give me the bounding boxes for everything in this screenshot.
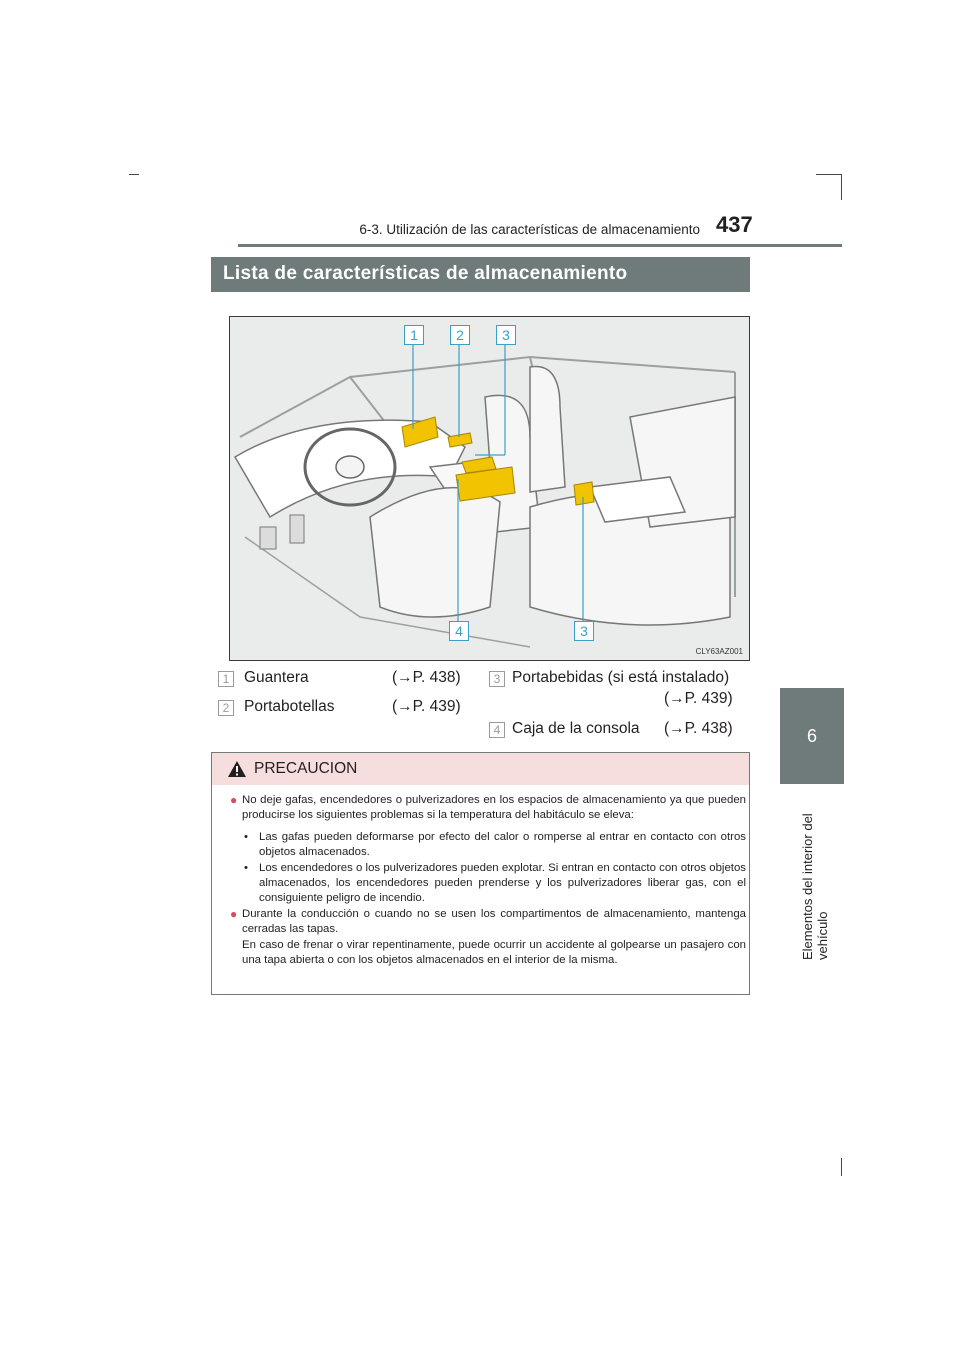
crop-mark [129, 174, 139, 175]
caution-header [212, 753, 749, 785]
caution-subitem: • Los encendedores o los pulverizadores pueden explotar. Si entran en contacto con otros objetos almacenados, los encendedores pueden prenderse y los pulverizadores liberar gas, con el consiguiente peligro de incendio. [244, 861, 746, 905]
legend-ref: (→P. 438) [392, 669, 461, 686]
crop-mark [841, 174, 842, 200]
bottle-holder-highlight [448, 433, 472, 447]
section-title: Lista de características de almacenamiento [223, 263, 628, 284]
bullet-icon: • [244, 830, 248, 843]
legend-number: 3 [489, 671, 505, 687]
legend-number: 1 [218, 671, 234, 687]
bullet-icon: ● [230, 906, 238, 921]
rear-cup-holder-highlight [574, 482, 594, 505]
bullet-icon: • [244, 861, 248, 874]
running-header: 6-3. Utilización de las características de almacenamiento [359, 222, 700, 237]
caution-subitem: • Las gafas pueden deformarse por efecto del calor o romperse al entrar en contacto con otros objetos almacenados. [244, 830, 746, 859]
caution-item: ● No deje gafas, encendedores o pulverizadores en los espacios de almacenamiento ya que pueden producirse los siguientes problemas si la temperatura del habitáculo se eleva: [230, 793, 746, 822]
legend-number: 2 [218, 700, 234, 716]
legend-ref: (→P. 439) [664, 690, 733, 707]
legend-number: 4 [489, 722, 505, 738]
caution-item: ● Durante la conducción o cuando no se usen los compartimentos de almacenamiento, mantenga cerradas las tapas. En caso de frenar o virar repentinamente, puede ocurrir un accidente al golpearse un pasajero con una tapa abierta o con los objetos almacenados en el interior de la misma. [230, 906, 746, 967]
callout-3: 3 [496, 325, 516, 345]
page-number: 437 [716, 212, 753, 237]
header-rule [238, 244, 842, 247]
warning-icon [228, 761, 246, 777]
interior-illustration [229, 316, 750, 661]
bullet-icon: ● [230, 793, 238, 807]
caution-body [230, 793, 746, 968]
legend-label-bottle-holders: Portabotellas [244, 698, 335, 715]
legend-label-glove-box: Guantera [244, 669, 309, 686]
crop-mark [841, 1158, 842, 1176]
crop-mark [816, 174, 842, 175]
legend-ref: (→P. 439) [392, 698, 461, 715]
callout-4: 4 [449, 621, 469, 641]
caution-box [211, 752, 750, 995]
chapter-label: Elementos del interior del vehículo [800, 813, 830, 960]
chapter-tab: 6 [780, 688, 844, 784]
legend-label-cup-holders: Portabebidas (si está instalado) [512, 669, 730, 686]
callout-1: 1 [404, 325, 424, 345]
car-interior-drawing [230, 317, 750, 661]
legend-label-console-box: Caja de la consola [512, 720, 640, 737]
figure-code: CLY63AZ001 [695, 647, 743, 656]
callout-3-rear: 3 [574, 621, 594, 641]
section-heading [211, 257, 750, 292]
callout-2: 2 [450, 325, 470, 345]
caution-title: PRECAUCION [254, 760, 358, 777]
legend-ref: (→P. 438) [664, 720, 733, 737]
